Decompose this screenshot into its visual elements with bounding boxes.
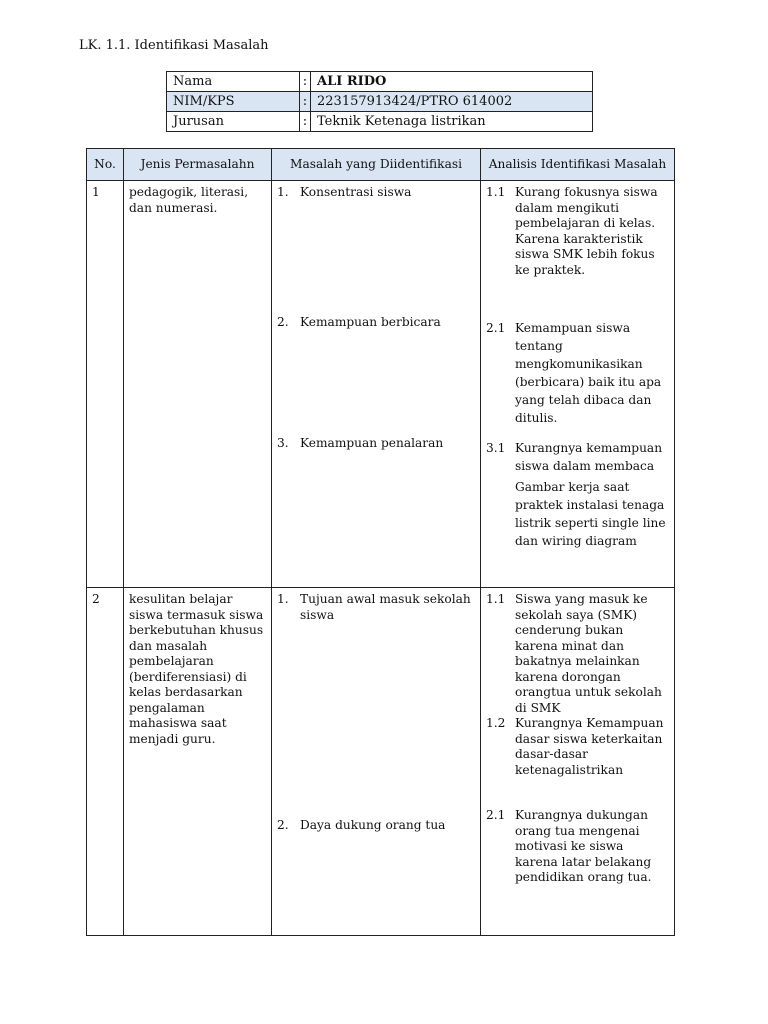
- colon: :: [300, 92, 311, 112]
- jenis-cell: pedagogik, literasi, dan numerasi.: [124, 181, 272, 588]
- nama-value: [311, 72, 593, 92]
- masalah-cell: [272, 181, 481, 588]
- item-text: Kemampuan berbicara: [300, 315, 441, 329]
- masalah-cell: [272, 588, 481, 936]
- item-number: 2.: [277, 818, 289, 832]
- colon: :: [300, 112, 311, 132]
- table-row: [87, 181, 675, 588]
- item-text: Gambar kerja saat praktek instalasi tenaga listrik seperti single line dan wiring diagram: [515, 480, 666, 548]
- nim-value: 223157913424/PTRO 614002: [311, 92, 593, 112]
- nama-value-text: ALI RIDO: [317, 74, 387, 89]
- item-text: Kurangnya kemampuan siswa dalam membaca: [515, 441, 663, 473]
- masalah-item: [277, 185, 475, 315]
- item-number: 2.: [277, 315, 289, 329]
- identity-row-nim: [167, 92, 593, 112]
- identity-table: [166, 71, 593, 132]
- item-number: 3.1: [486, 441, 506, 455]
- item-text: Kurangnya Kemampuan dasar siswa keterkaitan dasar-dasar ketenagalistrikan: [515, 716, 664, 777]
- analisis-item: [486, 439, 669, 475]
- item-number: 2.1: [486, 321, 506, 335]
- analisis-item: [486, 716, 669, 808]
- header-analisis: Analisis Identifikasi Masalah: [481, 149, 675, 181]
- item-text: Tujuan awal masuk sekolah siswa: [300, 592, 471, 622]
- masalah-item: [277, 592, 475, 818]
- header-jenis: Jenis Permasalahn: [124, 149, 272, 181]
- item-number: 3.: [277, 436, 289, 450]
- header-masalah: Masalah yang Diidentifikasi: [272, 149, 481, 181]
- item-text: Siswa yang masuk ke sekolah saya (SMK) cenderung bukan karena minat dan bakatnya melainkan karena dorongan orangtua untuk sekolah di SMK: [515, 592, 662, 715]
- document-title: LK. 1.1. Identifikasi Masalah: [79, 38, 269, 53]
- nama-label: Nama: [167, 72, 300, 92]
- jurusan-label: Jurusan: [167, 112, 300, 132]
- item-number: 1.1: [486, 592, 506, 606]
- row-number: 1: [87, 181, 124, 588]
- analisis-cell: [481, 588, 675, 936]
- item-number: 1.: [277, 185, 289, 199]
- item-text: Kurang fokusnya siswa dalam mengikuti pembelajaran di kelas. Karena karakteristik siswa SMK lebih fokus ke praktek.: [515, 185, 658, 277]
- header-no: No.: [87, 149, 124, 181]
- masalah-item: [277, 315, 475, 436]
- analisis-item: [486, 319, 669, 439]
- analisis-item: [486, 808, 669, 886]
- problem-table: [86, 148, 675, 936]
- item-number: 1.2: [486, 716, 506, 730]
- table-header-row: [87, 149, 675, 181]
- analisis-cell: [481, 181, 675, 588]
- jenis-cell: kesulitan belajar siswa termasuk siswa berkebutuhan khusus dan masalah pembelajaran (berdiferensiasi) di kelas berdasarkan pengalaman mahasiswa saat menjadi guru.: [124, 588, 272, 936]
- masalah-item: [277, 818, 475, 834]
- item-text: Kurangnya dukungan orang tua mengenai motivasi ke siswa karena latar belakang pendidikan orang tua.: [515, 808, 652, 884]
- item-text: Kemampuan penalaran: [300, 436, 444, 450]
- table-row: [87, 588, 675, 936]
- row-number: 2: [87, 588, 124, 936]
- identity-row-jurusan: [167, 112, 593, 132]
- item-number: 1.: [277, 592, 289, 606]
- item-text: Konsentrasi siswa: [300, 185, 412, 199]
- analisis-item: [486, 185, 669, 319]
- item-number: 1.1: [486, 185, 506, 199]
- analisis-item: [486, 478, 669, 550]
- item-text: Daya dukung orang tua: [300, 818, 446, 832]
- nim-label: NIM/KPS: [167, 92, 300, 112]
- analisis-item: [486, 592, 669, 716]
- item-number: 2.1: [486, 808, 506, 822]
- identity-row-nama: [167, 72, 593, 92]
- jurusan-value: Teknik Ketenaga listrikan: [311, 112, 593, 132]
- masalah-item: [277, 436, 475, 452]
- item-text: Kemampuan siswa tentang mengkomunikasikan (berbicara) baik itu apa yang telah dibaca dan ditulis.: [515, 321, 662, 425]
- colon: :: [300, 72, 311, 92]
